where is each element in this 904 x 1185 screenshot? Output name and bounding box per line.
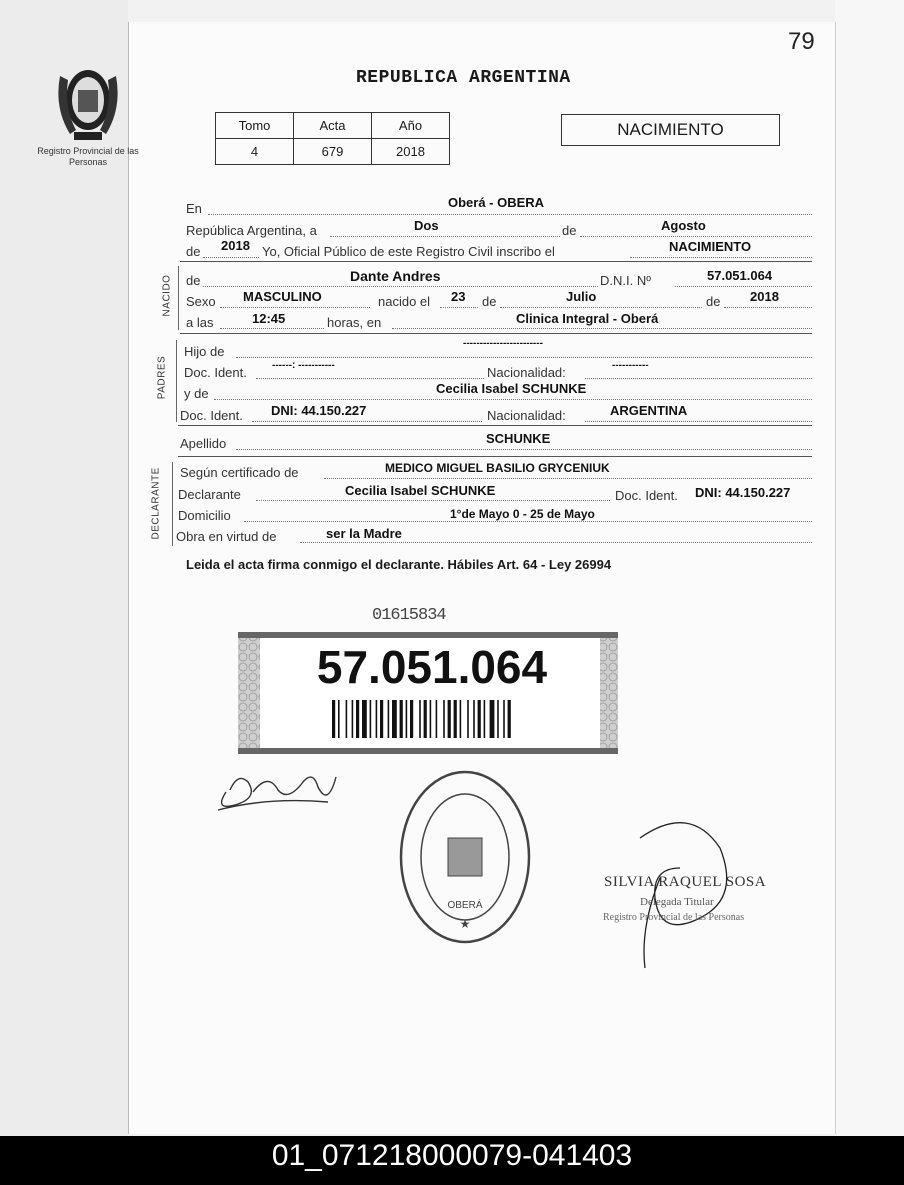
- value-declarante-doc: DNI: 44.150.227: [695, 485, 791, 500]
- serial-number: 01615834: [372, 606, 446, 625]
- label-de4: de: [706, 294, 721, 309]
- label-de2: de: [186, 244, 201, 259]
- dotline: [256, 500, 610, 501]
- label-nacido-el: nacido el: [378, 294, 431, 309]
- header-anio: Año: [372, 113, 450, 139]
- label-yo: Yo, Oficial Público de este Registro Civil inscribo el: [262, 244, 555, 259]
- official-org: Registro Provincial de las Personas: [603, 912, 745, 923]
- dotline: [220, 328, 324, 329]
- value-lugar: Oberá - OBERA: [448, 195, 545, 210]
- dotline: [300, 542, 812, 543]
- label-apellido: Apellido: [180, 436, 227, 451]
- value-dia: Dos: [414, 218, 439, 233]
- label-doc-ident3: Doc. Ident.: [615, 488, 678, 503]
- value-apellido: SCHUNKE: [486, 431, 551, 446]
- provincial-seal-logo: [52, 58, 124, 144]
- dotline: [236, 357, 812, 358]
- value-madre-nac: ARGENTINA: [610, 403, 688, 418]
- footer-id: 01_071218000079-041403: [271, 1139, 633, 1172]
- svg-text:★: ★: [459, 917, 471, 931]
- dotline: [324, 478, 812, 479]
- section-bar: [172, 462, 173, 546]
- registry-label: Registro Provincial de las Personas: [37, 146, 139, 167]
- label-horas-en: horas, en: [327, 315, 382, 330]
- value-lugar-nac: Clinica Integral - Oberá: [516, 311, 659, 326]
- dotline: [585, 378, 812, 379]
- section-bar: [178, 266, 179, 330]
- dotline: [208, 214, 812, 215]
- value-acta: 679: [294, 139, 372, 165]
- value-madre-doc: DNI: 44.150.227: [271, 403, 367, 418]
- label-hijo-de: Hijo de: [184, 344, 225, 359]
- value-nombre: Dante Andres: [350, 268, 441, 284]
- value-padre: ------------------------: [463, 338, 543, 349]
- side-label-declarante: DECLARANTE: [150, 467, 162, 540]
- dotline: [675, 286, 812, 287]
- barcode: [332, 700, 532, 738]
- dotline: [500, 307, 702, 308]
- dotline: [236, 449, 812, 450]
- label-en: En: [186, 201, 202, 216]
- side-label-padres: PADRES: [156, 355, 168, 400]
- official-signature: [600, 808, 770, 978]
- scan-edge-right: [835, 0, 904, 1136]
- stamp-city: OBERÁ: [447, 900, 483, 911]
- dotline: [214, 399, 812, 400]
- label-nacido-de: de: [186, 273, 201, 288]
- dotline: [724, 307, 812, 308]
- page-number: 79: [788, 28, 815, 55]
- dotline: [256, 378, 484, 379]
- dotline: [203, 257, 259, 258]
- value-domicilio: 1°de Mayo 0 - 25 de Mayo: [450, 507, 595, 521]
- value-sexo: MASCULINO: [243, 289, 322, 304]
- value-mes: Agosto: [661, 218, 706, 233]
- section-divider: [178, 425, 812, 426]
- closing-statement: Leida el acta firma conmigo el declarante. Hábiles Art. 64 - Ley 26994: [186, 557, 612, 572]
- dotline: [440, 307, 478, 308]
- value-certificado: MEDICO MIGUEL BASILIO GRYCENIUK: [385, 461, 610, 475]
- label-declarante: Declarante: [178, 487, 241, 502]
- official-name: SILVIA RAQUEL SOSA: [604, 874, 767, 890]
- value-padre-nac: -----------: [612, 360, 649, 371]
- dotline: [252, 421, 482, 422]
- record-type-box: NACIMIENTO: [561, 114, 780, 146]
- label-republica: República Argentina, a: [186, 223, 317, 238]
- header-acta: Acta: [294, 113, 372, 139]
- label-sexo: Sexo: [186, 294, 216, 309]
- value-dni: 57.051.064: [707, 268, 773, 283]
- delegation-stamp: [398, 768, 533, 946]
- sticker-dni-number: 57.051.064: [316, 641, 548, 693]
- section-divider: [178, 456, 812, 457]
- value-anio: 2018: [221, 238, 250, 253]
- dotline: [630, 257, 812, 258]
- side-label-nacido: NACIDO: [161, 274, 173, 317]
- value-obra: ser la Madre: [326, 526, 402, 541]
- dotline: [220, 307, 370, 308]
- label-nacionalidad: Nacionalidad:: [487, 365, 566, 380]
- dotline: [392, 328, 812, 329]
- dotline: [580, 236, 812, 237]
- label-segun: Según certificado de: [180, 465, 299, 480]
- value-hora: 12:45: [252, 311, 286, 326]
- value-anio: 2018: [372, 139, 450, 165]
- declarant-signature: [208, 752, 348, 822]
- label-nacionalidad2: Nacionalidad:: [487, 408, 566, 423]
- label-doc-ident: Doc. Ident.: [184, 365, 247, 380]
- label-a-las: a las: [186, 315, 214, 330]
- label-obra: Obra en virtud de: [176, 529, 277, 544]
- label-doc-ident2: Doc. Ident.: [180, 408, 243, 423]
- value-nac-anio: 2018: [750, 289, 779, 304]
- official-role: Delegada Titular: [640, 896, 714, 908]
- value-nac-dia: 23: [451, 289, 466, 304]
- dotline: [585, 421, 812, 422]
- label-de: de: [562, 223, 577, 238]
- record-table: [215, 112, 450, 165]
- header-tomo: Tomo: [216, 113, 294, 139]
- label-de3: de: [482, 294, 497, 309]
- section-bar: [176, 340, 177, 422]
- label-dni: D.N.I. Nº: [600, 273, 651, 288]
- dotline: [244, 521, 812, 522]
- dotline: [330, 236, 560, 237]
- value-tomo: 4: [216, 139, 294, 165]
- dotline: [203, 286, 598, 287]
- label-domicilio: Domicilio: [178, 508, 231, 523]
- section-divider: [180, 261, 812, 262]
- scan-edge-left: [0, 0, 128, 1136]
- value-nac-mes: Julio: [566, 289, 597, 304]
- label-y-de: y de: [184, 386, 209, 401]
- document-title: REPUBLICA ARGENTINA: [356, 68, 571, 88]
- value-padre-doc: ------: -----------: [272, 360, 335, 371]
- value-tipo: NACIMIENTO: [669, 239, 752, 254]
- section-divider: [180, 333, 812, 334]
- value-madre: Cecilia Isabel SCHUNKE: [436, 381, 587, 396]
- value-declarante: Cecilia Isabel SCHUNKE: [345, 483, 496, 498]
